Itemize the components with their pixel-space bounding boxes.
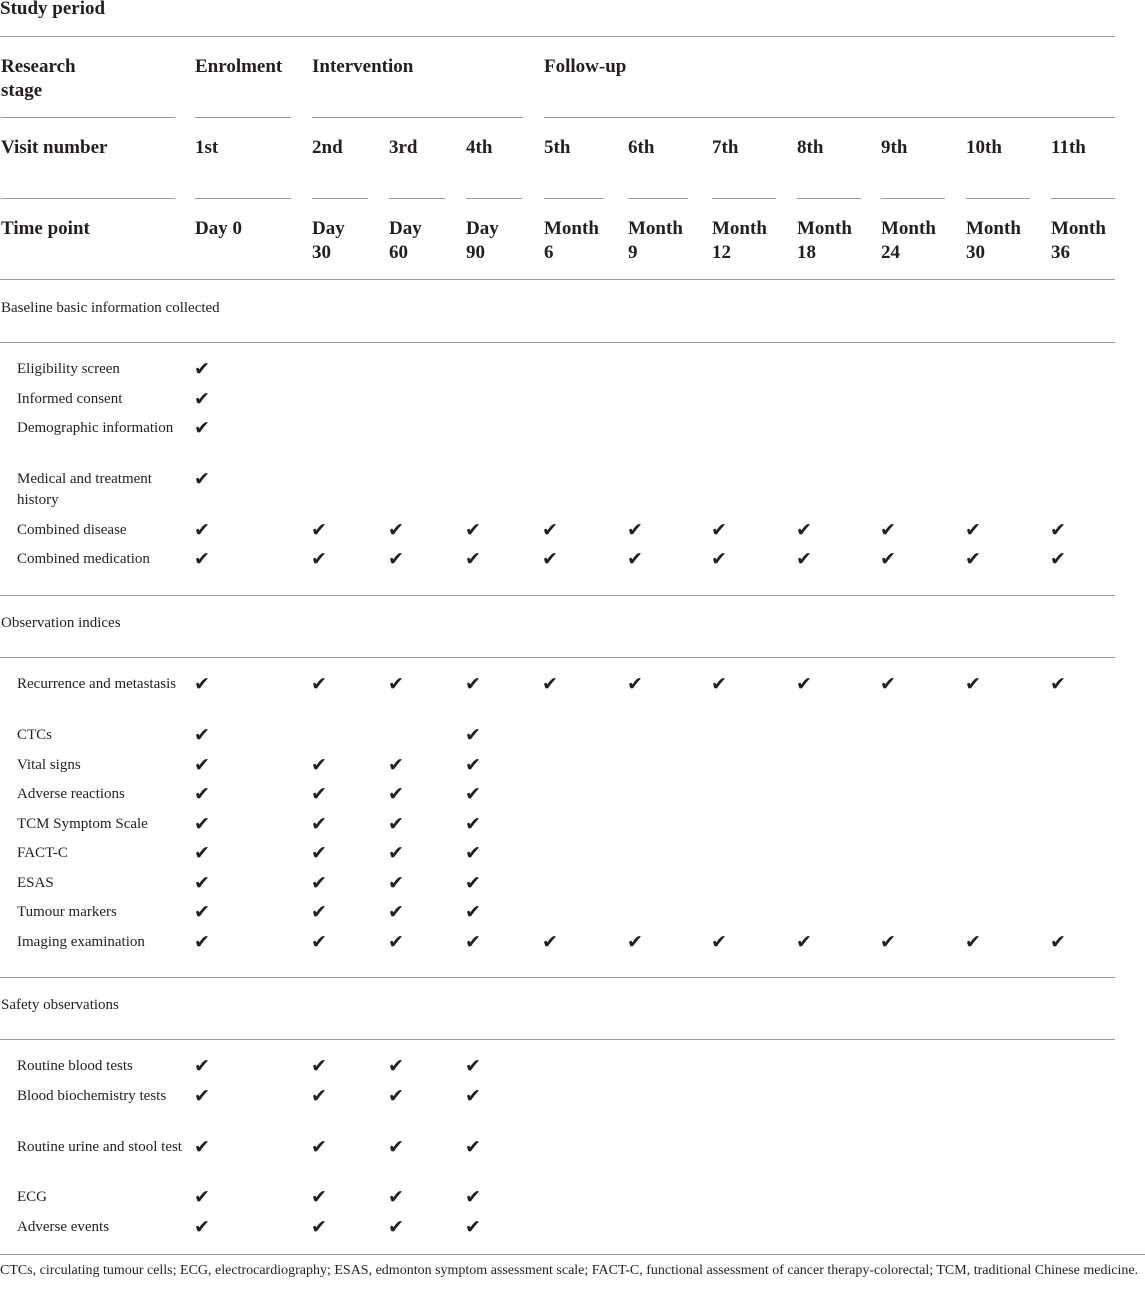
- checkmark-icon: ✔: [388, 519, 404, 541]
- checkmark-icon: ✔: [465, 813, 481, 835]
- visit-number-9: 9th: [881, 137, 908, 158]
- visit-number-8: 8th: [797, 137, 824, 158]
- checkmark-icon: ✔: [965, 931, 981, 953]
- checkmark-icon: ✔: [194, 1216, 210, 1238]
- row-label: ESAS: [17, 875, 54, 891]
- row-label: Blood biochemistry tests: [17, 1088, 167, 1104]
- visit-number-rule-5: [544, 198, 604, 199]
- checkmark-icon: ✔: [388, 754, 404, 776]
- checkmark-icon: ✔: [194, 754, 210, 776]
- checkmark-icon: ✔: [194, 901, 210, 923]
- visit-rule-label: [1, 198, 175, 199]
- row-label: Combined medication: [17, 551, 150, 567]
- checkmark-icon: ✔: [194, 1186, 210, 1208]
- checkmark-icon: ✔: [194, 783, 210, 805]
- checkmark-icon: ✔: [388, 872, 404, 894]
- visit-number-6: 6th: [628, 137, 655, 158]
- checkmark-icon: ✔: [388, 901, 404, 923]
- time-point-label: Time point: [1, 218, 90, 239]
- visit-number-rule-1: [195, 198, 291, 199]
- checkmark-icon: ✔: [194, 358, 210, 380]
- checkmark-icon: ✔: [465, 783, 481, 805]
- checkmark-icon: ✔: [465, 548, 481, 570]
- time-point-8: Month 18: [797, 218, 852, 263]
- visit-number-rule-9: [881, 198, 945, 199]
- checkmark-icon: ✔: [388, 1216, 404, 1238]
- checkmark-icon: ✔: [311, 1085, 327, 1107]
- row-label: Routine urine and stool test: [17, 1139, 182, 1155]
- checkmark-icon: ✔: [880, 931, 896, 953]
- research-stage-label: Research stage: [1, 56, 76, 101]
- checkmark-icon: ✔: [194, 388, 210, 410]
- table-title: Study period: [0, 0, 106, 19]
- stage-intervention: Intervention: [312, 56, 414, 77]
- checkmark-icon: ✔: [1050, 548, 1066, 570]
- row-label: Tumour markers: [17, 904, 117, 920]
- section-title-observation-indices: Observation indices: [1, 615, 121, 631]
- checkmark-icon: ✔: [194, 519, 210, 541]
- checkmark-icon: ✔: [194, 813, 210, 835]
- checkmark-icon: ✔: [465, 754, 481, 776]
- checkmark-icon: ✔: [465, 931, 481, 953]
- checkmark-icon: ✔: [194, 724, 210, 746]
- section-rule-baseline-basic-information-collected: [0, 342, 1115, 343]
- checkmark-icon: ✔: [194, 1055, 210, 1077]
- row-label: Routine blood tests: [17, 1058, 133, 1074]
- checkmark-icon: ✔: [711, 931, 727, 953]
- checkmark-icon: ✔: [388, 1085, 404, 1107]
- row-label: FACT-C: [17, 845, 68, 861]
- checkmark-icon: ✔: [311, 1216, 327, 1238]
- checkmark-icon: ✔: [311, 1136, 327, 1158]
- visit-number-5: 5th: [544, 137, 571, 158]
- checkmark-icon: ✔: [796, 931, 812, 953]
- checkmark-icon: ✔: [542, 931, 558, 953]
- top-rule: [0, 36, 1115, 37]
- checkmark-icon: ✔: [465, 1085, 481, 1107]
- checkmark-icon: ✔: [194, 872, 210, 894]
- section-title-baseline-basic-information-collected: Baseline basic information collected: [1, 300, 220, 316]
- checkmark-icon: ✔: [880, 548, 896, 570]
- checkmark-icon: ✔: [194, 468, 210, 490]
- row-label: Recurrence and metastasis: [17, 676, 177, 692]
- checkmark-icon: ✔: [194, 673, 210, 695]
- row-label: TCM Symptom Scale: [17, 816, 148, 832]
- checkmark-icon: ✔: [194, 931, 210, 953]
- row-label: Demographic information: [17, 420, 174, 436]
- row-label: Medical and treatment history: [17, 471, 152, 508]
- checkmark-icon: ✔: [1050, 673, 1066, 695]
- checkmark-icon: ✔: [796, 548, 812, 570]
- visit-number-rule-11: [1051, 198, 1115, 199]
- time-point-4: Day 90: [466, 218, 499, 263]
- row-label: Combined disease: [17, 522, 127, 538]
- visit-number-3: 3rd: [389, 137, 418, 158]
- checkmark-icon: ✔: [465, 1055, 481, 1077]
- checkmark-icon: ✔: [627, 548, 643, 570]
- checkmark-icon: ✔: [311, 842, 327, 864]
- checkmark-icon: ✔: [465, 1186, 481, 1208]
- header-bottom-rule: [0, 279, 1115, 280]
- checkmark-icon: ✔: [542, 673, 558, 695]
- checkmark-icon: ✔: [311, 1055, 327, 1077]
- checkmark-icon: ✔: [627, 673, 643, 695]
- visit-number-rule-2: [312, 198, 368, 199]
- checkmark-icon: ✔: [388, 813, 404, 835]
- section-end-rule-observation-indices: [0, 977, 1115, 978]
- visit-number-4: 4th: [466, 137, 493, 158]
- checkmark-icon: ✔: [796, 673, 812, 695]
- row-label: Informed consent: [17, 391, 123, 407]
- section-rule-safety-observations: [0, 1039, 1115, 1040]
- checkmark-icon: ✔: [880, 519, 896, 541]
- visit-number-rule-6: [628, 198, 688, 199]
- checkmark-icon: ✔: [627, 519, 643, 541]
- checkmark-icon: ✔: [965, 673, 981, 695]
- checkmark-icon: ✔: [711, 673, 727, 695]
- stage-rule-enrolment: [195, 117, 291, 118]
- footnote: CTCs, circulating tumour cells; ECG, electrocardiography; ESAS, edmonton symptom assessment scale; FACT-C, functional assessment of cancer therapy-colorectal; TCM, traditional Chinese medicine.: [0, 1263, 1139, 1278]
- checkmark-icon: ✔: [627, 931, 643, 953]
- checkmark-icon: ✔: [465, 842, 481, 864]
- checkmark-icon: ✔: [311, 548, 327, 570]
- checkmark-icon: ✔: [194, 842, 210, 864]
- visit-number-label: Visit number: [1, 137, 108, 158]
- checkmark-icon: ✔: [711, 548, 727, 570]
- checkmark-icon: ✔: [311, 1186, 327, 1208]
- checkmark-icon: ✔: [465, 901, 481, 923]
- checkmark-icon: ✔: [311, 872, 327, 894]
- time-point-5: Month 6: [544, 218, 599, 263]
- checkmark-icon: ✔: [542, 548, 558, 570]
- row-label: Eligibility screen: [17, 361, 120, 377]
- visit-number-11: 11th: [1051, 137, 1086, 158]
- visit-number-2: 2nd: [312, 137, 343, 158]
- checkmark-icon: ✔: [194, 1085, 210, 1107]
- checkmark-icon: ✔: [465, 673, 481, 695]
- checkmark-icon: ✔: [542, 519, 558, 541]
- row-label: ECG: [17, 1189, 47, 1205]
- section-title-safety-observations: Safety observations: [1, 997, 119, 1013]
- row-label: Vital signs: [17, 757, 81, 773]
- checkmark-icon: ✔: [311, 813, 327, 835]
- stage-follow-up: Follow-up: [544, 56, 627, 77]
- visit-number-rule-7: [712, 198, 776, 199]
- visit-number-7: 7th: [712, 137, 739, 158]
- visit-number-10: 10th: [966, 137, 1002, 158]
- row-label: CTCs: [17, 727, 53, 743]
- checkmark-icon: ✔: [388, 783, 404, 805]
- checkmark-icon: ✔: [388, 548, 404, 570]
- checkmark-icon: ✔: [194, 417, 210, 439]
- checkmark-icon: ✔: [388, 1186, 404, 1208]
- visit-number-1: 1st: [195, 137, 219, 158]
- time-point-2: Day 30: [312, 218, 345, 263]
- checkmark-icon: ✔: [388, 1136, 404, 1158]
- checkmark-icon: ✔: [465, 724, 481, 746]
- checkmark-icon: ✔: [465, 519, 481, 541]
- time-point-10: Month 30: [966, 218, 1021, 263]
- checkmark-icon: ✔: [311, 754, 327, 776]
- section-rule-observation-indices: [0, 657, 1115, 658]
- checkmark-icon: ✔: [388, 1055, 404, 1077]
- checkmark-icon: ✔: [465, 1136, 481, 1158]
- checkmark-icon: ✔: [465, 872, 481, 894]
- checkmark-icon: ✔: [465, 1216, 481, 1238]
- stage-enrolment: Enrolment: [195, 56, 283, 77]
- checkmark-icon: ✔: [711, 519, 727, 541]
- stage-rule-label: [1, 117, 175, 118]
- checkmark-icon: ✔: [311, 901, 327, 923]
- time-point-1: Day 0: [195, 218, 242, 239]
- checkmark-icon: ✔: [880, 673, 896, 695]
- time-point-7: Month 12: [712, 218, 767, 263]
- checkmark-icon: ✔: [965, 519, 981, 541]
- checkmark-icon: ✔: [311, 783, 327, 805]
- row-label: Adverse reactions: [17, 786, 125, 802]
- stage-rule-intervention: [312, 117, 523, 118]
- time-point-11: Month 36: [1051, 218, 1106, 263]
- checkmark-icon: ✔: [1050, 931, 1066, 953]
- checkmark-icon: ✔: [796, 519, 812, 541]
- checkmark-icon: ✔: [388, 842, 404, 864]
- checkmark-icon: ✔: [1050, 519, 1066, 541]
- visit-number-rule-8: [797, 198, 861, 199]
- time-point-6: Month 9: [628, 218, 683, 263]
- checkmark-icon: ✔: [388, 673, 404, 695]
- checkmark-icon: ✔: [388, 931, 404, 953]
- visit-number-rule-4: [466, 198, 522, 199]
- row-label: Adverse events: [17, 1219, 110, 1235]
- checkmark-icon: ✔: [311, 519, 327, 541]
- stage-rule-follow-up: [544, 117, 1115, 118]
- section-end-rule-baseline-basic-information-collected: [0, 595, 1115, 596]
- visit-number-rule-3: [389, 198, 445, 199]
- checkmark-icon: ✔: [194, 548, 210, 570]
- footnote-rule: [0, 1254, 1145, 1255]
- visit-number-rule-10: [966, 198, 1030, 199]
- checkmark-icon: ✔: [311, 673, 327, 695]
- time-point-9: Month 24: [881, 218, 936, 263]
- checkmark-icon: ✔: [194, 1136, 210, 1158]
- checkmark-icon: ✔: [311, 931, 327, 953]
- checkmark-icon: ✔: [965, 548, 981, 570]
- row-label: Imaging examination: [17, 934, 145, 950]
- time-point-3: Day 60: [389, 218, 422, 263]
